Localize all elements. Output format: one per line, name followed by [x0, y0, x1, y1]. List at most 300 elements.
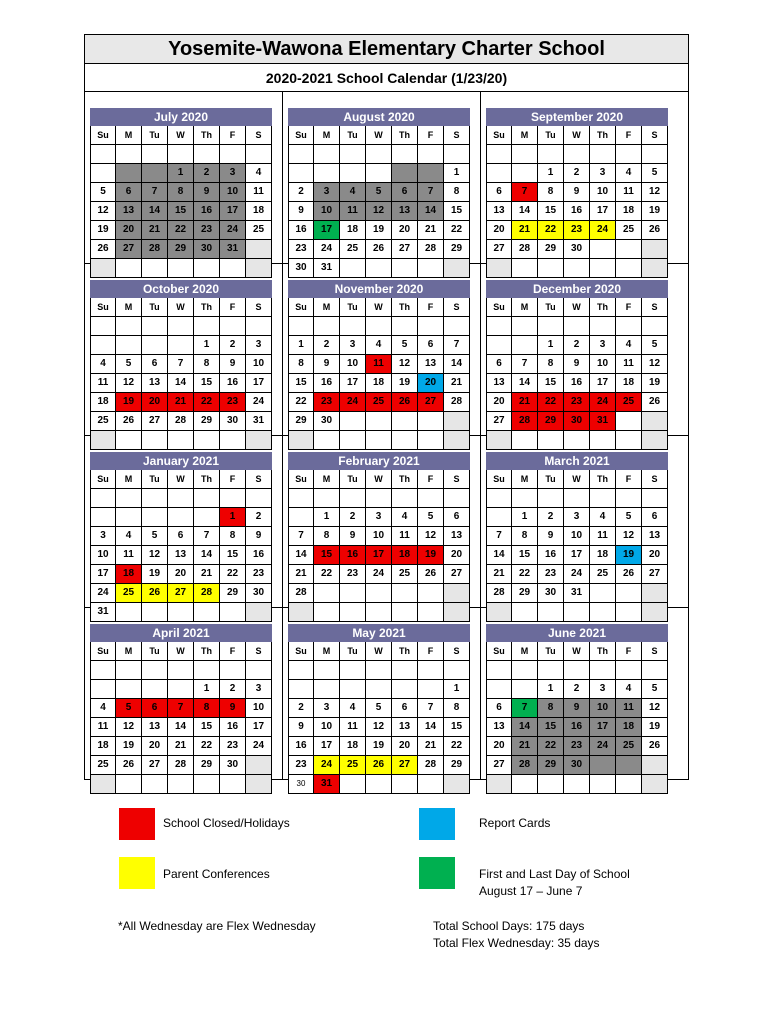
day-cell: [616, 756, 642, 775]
weekday-header: Tu: [142, 126, 168, 145]
day-cell: [444, 584, 470, 603]
day-cell: [220, 661, 246, 680]
day-cell: [142, 508, 168, 527]
day-cell: 21: [168, 737, 194, 756]
day-cell: 27: [142, 412, 168, 431]
day-cell: 30: [314, 412, 340, 431]
day-cell: 9: [194, 183, 220, 202]
day-cell: [288, 489, 314, 508]
day-cell: 4: [90, 355, 116, 374]
day-cell: 23: [288, 240, 314, 259]
day-cell: 14: [288, 546, 314, 565]
day-cell: 9: [314, 355, 340, 374]
day-cell: 26: [616, 565, 642, 584]
day-cell: 19: [392, 374, 418, 393]
day-cell: 3: [314, 699, 340, 718]
weekday-header: W: [564, 298, 590, 317]
weekday-header: M: [512, 642, 538, 661]
day-cell: 23: [288, 756, 314, 775]
day-cell: 30: [538, 584, 564, 603]
day-cell: [616, 584, 642, 603]
day-cell: 28: [418, 756, 444, 775]
day-cell: [538, 489, 564, 508]
weekday-header: Su: [486, 642, 512, 661]
weekday-header: W: [366, 470, 392, 489]
day-cell: [418, 775, 444, 794]
weekday-header: Th: [392, 298, 418, 317]
day-cell: 9: [220, 699, 246, 718]
month-cell: [85, 92, 283, 264]
day-cell: [246, 756, 272, 775]
weekday-header: M: [116, 126, 142, 145]
day-cell: 10: [246, 699, 272, 718]
day-cell: 7: [168, 699, 194, 718]
day-cell: [116, 775, 142, 794]
day-cell: [340, 412, 366, 431]
day-cell: 11: [90, 374, 116, 393]
month-grid: [486, 470, 668, 622]
day-cell: [642, 317, 668, 336]
total-school-days: Total School Days: 175 days: [433, 919, 585, 933]
weekday-header: Su: [486, 298, 512, 317]
day-cell: 22: [512, 565, 538, 584]
day-cell: [340, 317, 366, 336]
day-cell: 26: [116, 756, 142, 775]
day-cell: [366, 164, 392, 183]
day-cell: [314, 317, 340, 336]
day-cell: [246, 145, 272, 164]
day-cell: 16: [564, 374, 590, 393]
day-cell: 8: [538, 699, 564, 718]
month-grid: [486, 126, 668, 278]
day-cell: 8: [444, 699, 470, 718]
day-cell: [444, 317, 470, 336]
day-cell: 22: [444, 221, 470, 240]
day-cell: 18: [392, 546, 418, 565]
day-cell: [590, 756, 616, 775]
weekday-header: Th: [392, 470, 418, 489]
month-title: June 2021: [486, 624, 668, 642]
day-cell: [444, 412, 470, 431]
day-cell: 9: [288, 202, 314, 221]
month-cell: [481, 92, 688, 264]
day-cell: 20: [142, 737, 168, 756]
day-cell: 10: [590, 183, 616, 202]
day-cell: 24: [590, 393, 616, 412]
day-cell: 17: [314, 737, 340, 756]
day-cell: [314, 164, 340, 183]
weekday-header: M: [512, 126, 538, 145]
weekday-header: Tu: [538, 298, 564, 317]
day-cell: [220, 145, 246, 164]
day-cell: [168, 680, 194, 699]
day-cell: 4: [616, 680, 642, 699]
day-cell: 12: [366, 202, 392, 221]
month-calendar: [288, 624, 470, 794]
day-cell: 23: [246, 565, 272, 584]
day-cell: [590, 145, 616, 164]
day-cell: [418, 164, 444, 183]
day-cell: 15: [444, 718, 470, 737]
month-cell: [283, 264, 481, 436]
month-cell: [481, 264, 688, 436]
day-cell: 25: [90, 756, 116, 775]
day-cell: [246, 775, 272, 794]
day-cell: [538, 661, 564, 680]
day-cell: 2: [246, 508, 272, 527]
day-cell: 1: [288, 336, 314, 355]
day-cell: 15: [538, 374, 564, 393]
day-cell: [590, 489, 616, 508]
weekday-header: M: [314, 126, 340, 145]
weekday-header: S: [246, 298, 272, 317]
month-grid: [486, 298, 668, 450]
day-cell: 7: [444, 336, 470, 355]
month-cell: [481, 608, 688, 780]
day-cell: 29: [220, 584, 246, 603]
month-title: March 2021: [486, 452, 668, 470]
day-cell: 4: [616, 164, 642, 183]
weekday-header: S: [444, 298, 470, 317]
day-cell: 20: [486, 737, 512, 756]
day-cell: [616, 661, 642, 680]
day-cell: 12: [366, 718, 392, 737]
day-cell: 29: [538, 240, 564, 259]
day-cell: 20: [392, 737, 418, 756]
day-cell: [314, 661, 340, 680]
day-cell: 13: [486, 202, 512, 221]
day-cell: 14: [194, 546, 220, 565]
day-cell: 12: [642, 355, 668, 374]
day-cell: 28: [168, 756, 194, 775]
day-cell: 18: [616, 374, 642, 393]
month-title: December 2020: [486, 280, 668, 298]
weekday-header: Th: [590, 642, 616, 661]
day-cell: 15: [314, 546, 340, 565]
day-cell: [392, 317, 418, 336]
day-cell: [90, 661, 116, 680]
day-cell: 24: [366, 565, 392, 584]
weekday-header: Th: [590, 126, 616, 145]
day-cell: [220, 317, 246, 336]
day-cell: 14: [512, 374, 538, 393]
day-cell: 17: [590, 718, 616, 737]
weekday-header: Su: [288, 126, 314, 145]
day-cell: 29: [512, 584, 538, 603]
weekday-header: F: [616, 298, 642, 317]
weekday-header: M: [116, 642, 142, 661]
month-calendar: [288, 280, 470, 450]
day-cell: 30: [288, 259, 314, 278]
month-title: January 2021: [90, 452, 272, 470]
day-cell: 22: [168, 221, 194, 240]
day-cell: 6: [168, 527, 194, 546]
day-cell: 5: [642, 164, 668, 183]
day-cell: [642, 584, 668, 603]
first-last-swatch: [419, 857, 455, 889]
day-cell: 20: [418, 374, 444, 393]
day-cell: [590, 584, 616, 603]
day-cell: [392, 489, 418, 508]
month-grid: [90, 126, 272, 278]
day-cell: 17: [314, 221, 340, 240]
day-cell: [392, 584, 418, 603]
day-cell: 9: [288, 718, 314, 737]
day-cell: 1: [194, 336, 220, 355]
day-cell: 18: [246, 202, 272, 221]
month-calendar: [486, 108, 668, 278]
day-cell: 17: [90, 565, 116, 584]
day-cell: 18: [116, 565, 142, 584]
day-cell: 26: [366, 240, 392, 259]
day-cell: [220, 775, 246, 794]
weekday-header: F: [220, 126, 246, 145]
day-cell: 17: [246, 718, 272, 737]
day-cell: 7: [512, 355, 538, 374]
day-cell: [564, 489, 590, 508]
day-cell: 21: [288, 565, 314, 584]
day-cell: [538, 775, 564, 794]
day-cell: 9: [246, 527, 272, 546]
day-cell: 28: [512, 240, 538, 259]
day-cell: 15: [512, 546, 538, 565]
day-cell: [512, 661, 538, 680]
month-calendar: [288, 452, 470, 622]
day-cell: 15: [444, 202, 470, 221]
day-cell: [590, 240, 616, 259]
day-cell: 10: [590, 355, 616, 374]
day-cell: [366, 412, 392, 431]
weekday-header: F: [220, 470, 246, 489]
day-cell: 13: [486, 374, 512, 393]
day-cell: [616, 317, 642, 336]
weekday-header: S: [642, 126, 668, 145]
weekday-header: W: [564, 126, 590, 145]
total-flex-wednesday: Total Flex Wednesday: 35 days: [433, 936, 600, 950]
day-cell: [116, 680, 142, 699]
day-cell: 16: [220, 718, 246, 737]
day-cell: [116, 336, 142, 355]
day-cell: [340, 489, 366, 508]
day-cell: 5: [142, 527, 168, 546]
day-cell: [486, 336, 512, 355]
day-cell: 5: [366, 183, 392, 202]
day-cell: 10: [366, 527, 392, 546]
weekday-header: W: [366, 642, 392, 661]
day-cell: 29: [194, 756, 220, 775]
day-cell: 21: [512, 393, 538, 412]
day-cell: 4: [340, 699, 366, 718]
day-cell: [90, 164, 116, 183]
weekday-header: Th: [194, 470, 220, 489]
day-cell: 10: [314, 202, 340, 221]
day-cell: 19: [418, 546, 444, 565]
weekday-header: S: [444, 470, 470, 489]
day-cell: [418, 680, 444, 699]
month-title: February 2021: [288, 452, 470, 470]
day-cell: 8: [194, 699, 220, 718]
day-cell: 3: [590, 336, 616, 355]
day-cell: 24: [564, 565, 590, 584]
weekday-header: Tu: [340, 126, 366, 145]
day-cell: 13: [392, 202, 418, 221]
closed-swatch: [119, 808, 155, 840]
first-last-legend-label: First and Last Day of School: [479, 867, 630, 881]
day-cell: 6: [418, 336, 444, 355]
day-cell: 14: [486, 546, 512, 565]
day-cell: 15: [194, 718, 220, 737]
day-cell: 18: [616, 718, 642, 737]
day-cell: 1: [538, 336, 564, 355]
day-cell: [564, 145, 590, 164]
day-cell: 1: [168, 164, 194, 183]
day-cell: [142, 680, 168, 699]
day-cell: 11: [90, 718, 116, 737]
day-cell: [168, 336, 194, 355]
day-cell: [512, 145, 538, 164]
day-cell: 21: [142, 221, 168, 240]
day-cell: 7: [288, 527, 314, 546]
weekday-header: Tu: [340, 642, 366, 661]
month-grid: [90, 470, 272, 622]
day-cell: 11: [392, 527, 418, 546]
weekday-header: Su: [90, 298, 116, 317]
month-cell: [85, 608, 283, 780]
day-cell: [116, 164, 142, 183]
day-cell: 30: [564, 756, 590, 775]
day-cell: 15: [194, 374, 220, 393]
day-cell: 22: [220, 565, 246, 584]
day-cell: 9: [564, 183, 590, 202]
day-cell: 8: [538, 183, 564, 202]
day-cell: 24: [314, 756, 340, 775]
day-cell: 28: [444, 393, 470, 412]
weekday-header: Tu: [142, 298, 168, 317]
day-cell: 31: [314, 259, 340, 278]
day-cell: 7: [142, 183, 168, 202]
day-cell: 24: [590, 221, 616, 240]
day-cell: [486, 661, 512, 680]
day-cell: 2: [194, 164, 220, 183]
day-cell: 26: [642, 737, 668, 756]
day-cell: 10: [340, 355, 366, 374]
day-cell: 1: [538, 680, 564, 699]
day-cell: 15: [288, 374, 314, 393]
day-cell: 23: [538, 565, 564, 584]
day-cell: 25: [246, 221, 272, 240]
day-cell: 11: [116, 546, 142, 565]
day-cell: 8: [538, 355, 564, 374]
day-cell: [314, 489, 340, 508]
month-calendar: [486, 452, 668, 622]
day-cell: 3: [90, 527, 116, 546]
day-cell: 17: [246, 374, 272, 393]
day-cell: [194, 508, 220, 527]
day-cell: 26: [90, 240, 116, 259]
day-cell: 30: [220, 412, 246, 431]
month-grid: [288, 298, 470, 450]
day-cell: 29: [444, 756, 470, 775]
weekday-header: Th: [194, 298, 220, 317]
day-cell: [512, 680, 538, 699]
day-cell: 29: [168, 240, 194, 259]
day-cell: [486, 489, 512, 508]
day-cell: [512, 317, 538, 336]
day-cell: 5: [116, 699, 142, 718]
day-cell: 8: [194, 355, 220, 374]
day-cell: 29: [444, 240, 470, 259]
day-cell: 25: [90, 412, 116, 431]
day-cell: 28: [512, 756, 538, 775]
month-grid: [288, 470, 470, 622]
day-cell: 7: [418, 183, 444, 202]
weekday-header: F: [616, 126, 642, 145]
day-cell: 8: [512, 527, 538, 546]
month-title: October 2020: [90, 280, 272, 298]
day-cell: 2: [564, 336, 590, 355]
day-cell: 20: [116, 221, 142, 240]
weekday-header: Su: [288, 298, 314, 317]
day-cell: [246, 317, 272, 336]
day-cell: 4: [90, 699, 116, 718]
day-cell: 11: [246, 183, 272, 202]
day-cell: 26: [116, 412, 142, 431]
weekday-header: Th: [194, 642, 220, 661]
day-cell: 22: [314, 565, 340, 584]
day-cell: 6: [392, 699, 418, 718]
day-cell: [564, 661, 590, 680]
day-cell: 8: [288, 355, 314, 374]
weekday-header: F: [418, 126, 444, 145]
day-cell: 23: [220, 737, 246, 756]
weekday-header: S: [444, 126, 470, 145]
day-cell: 1: [444, 680, 470, 699]
closed-legend-label: School Closed/Holidays: [163, 816, 290, 830]
day-cell: 21: [194, 565, 220, 584]
calendar-subtitle: 2020-2021 School Calendar (1/23/20): [85, 64, 688, 92]
day-cell: [590, 775, 616, 794]
day-cell: [616, 145, 642, 164]
day-cell: 21: [418, 221, 444, 240]
day-cell: [168, 508, 194, 527]
day-cell: [168, 661, 194, 680]
day-cell: 25: [340, 756, 366, 775]
day-cell: 3: [366, 508, 392, 527]
day-cell: [116, 317, 142, 336]
day-cell: [90, 145, 116, 164]
day-cell: 6: [142, 699, 168, 718]
day-cell: 23: [564, 221, 590, 240]
weekday-header: Th: [392, 642, 418, 661]
weekday-header: Su: [288, 470, 314, 489]
day-cell: 29: [538, 412, 564, 431]
day-cell: 13: [168, 546, 194, 565]
day-cell: 22: [538, 221, 564, 240]
day-cell: 8: [314, 527, 340, 546]
month-grid: [486, 642, 668, 794]
weekday-header: W: [564, 470, 590, 489]
weekday-header: S: [444, 642, 470, 661]
day-cell: 10: [220, 183, 246, 202]
day-cell: 2: [564, 680, 590, 699]
day-cell: 16: [246, 546, 272, 565]
day-cell: [168, 317, 194, 336]
day-cell: [288, 661, 314, 680]
day-cell: 25: [116, 584, 142, 603]
day-cell: 27: [444, 565, 470, 584]
day-cell: [486, 508, 512, 527]
day-cell: [116, 508, 142, 527]
